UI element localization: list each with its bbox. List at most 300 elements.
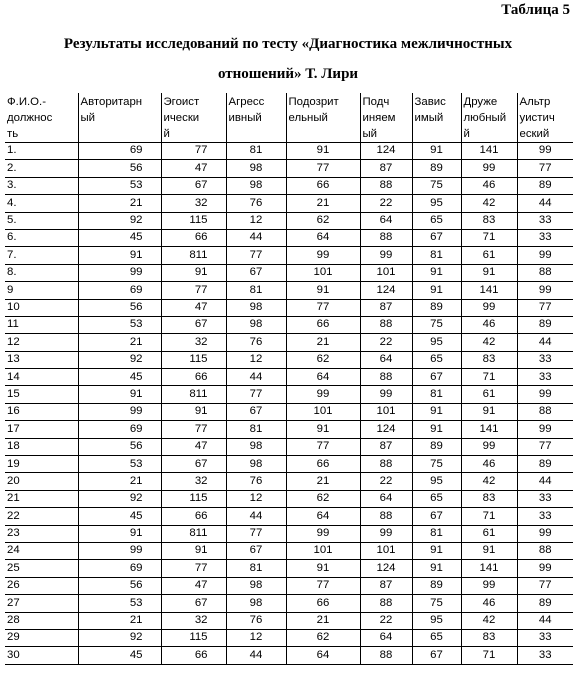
- value-cell: 81: [226, 282, 286, 299]
- value-cell: 33: [517, 212, 573, 229]
- value-cell: 46: [461, 595, 517, 612]
- value-cell: 81: [412, 525, 461, 542]
- row-label-cell: 26: [5, 577, 78, 594]
- value-cell: 99: [461, 438, 517, 455]
- row-label-cell: 28: [5, 612, 78, 629]
- value-cell: 12: [226, 351, 286, 368]
- value-cell: 66: [286, 456, 360, 473]
- value-cell: 61: [461, 525, 517, 542]
- value-cell: 44: [517, 334, 573, 351]
- value-cell: 99: [517, 386, 573, 403]
- table-row: [5, 247, 573, 264]
- value-cell: 44: [226, 229, 286, 246]
- value-cell: 124: [360, 560, 412, 577]
- value-cell: 71: [461, 647, 517, 664]
- value-cell: 91: [78, 525, 161, 542]
- value-cell: 91: [412, 542, 461, 559]
- row-label-cell: 24: [5, 542, 78, 559]
- value-cell: 45: [78, 229, 161, 246]
- row-label-cell: 25: [5, 560, 78, 577]
- table-row: [5, 316, 573, 333]
- value-cell: 75: [412, 177, 461, 194]
- value-cell: 69: [78, 143, 161, 160]
- value-cell: 99: [461, 160, 517, 177]
- table-row: [5, 456, 573, 473]
- value-cell: 83: [461, 490, 517, 507]
- value-cell: 53: [78, 595, 161, 612]
- value-cell: 98: [226, 456, 286, 473]
- value-cell: 65: [412, 629, 461, 646]
- row-label-cell: 14: [5, 369, 78, 386]
- table-row: [5, 386, 573, 403]
- table-row: [5, 647, 573, 664]
- value-cell: 47: [161, 438, 226, 455]
- value-cell: 66: [161, 508, 226, 525]
- row-label-cell: 2.: [5, 160, 78, 177]
- value-cell: 33: [517, 229, 573, 246]
- value-cell: 88: [360, 647, 412, 664]
- table-row: [5, 264, 573, 281]
- value-cell: 101: [360, 264, 412, 281]
- table-row: [5, 143, 573, 160]
- value-cell: 92: [78, 490, 161, 507]
- value-cell: 99: [360, 247, 412, 264]
- value-cell: 89: [517, 177, 573, 194]
- value-cell: 42: [461, 473, 517, 490]
- value-cell: 67: [161, 177, 226, 194]
- value-cell: 92: [78, 351, 161, 368]
- value-cell: 101: [360, 542, 412, 559]
- row-label-cell: 1.: [5, 143, 78, 160]
- value-cell: 66: [161, 229, 226, 246]
- value-cell: 98: [226, 160, 286, 177]
- column-header: Ф.И.О.- должнос ть: [5, 93, 78, 143]
- value-cell: 62: [286, 351, 360, 368]
- value-cell: 46: [461, 456, 517, 473]
- value-cell: 45: [78, 508, 161, 525]
- value-cell: 91: [78, 247, 161, 264]
- row-label-cell: 20: [5, 473, 78, 490]
- value-cell: 64: [286, 508, 360, 525]
- value-cell: 811: [161, 247, 226, 264]
- value-cell: 66: [286, 595, 360, 612]
- value-cell: 65: [412, 351, 461, 368]
- value-cell: 33: [517, 629, 573, 646]
- value-cell: 67: [412, 369, 461, 386]
- table-body: [5, 143, 573, 665]
- value-cell: 33: [517, 508, 573, 525]
- column-header: Подозрит ельный: [286, 93, 360, 143]
- value-cell: 12: [226, 212, 286, 229]
- value-cell: 89: [412, 577, 461, 594]
- value-cell: 91: [286, 282, 360, 299]
- value-cell: 811: [161, 525, 226, 542]
- value-cell: 87: [360, 438, 412, 455]
- value-cell: 61: [461, 386, 517, 403]
- row-label-cell: 5.: [5, 212, 78, 229]
- value-cell: 89: [412, 160, 461, 177]
- value-cell: 71: [461, 508, 517, 525]
- table-row: [5, 438, 573, 455]
- value-cell: 33: [517, 369, 573, 386]
- value-cell: 64: [286, 229, 360, 246]
- row-label-cell: 3.: [5, 177, 78, 194]
- value-cell: 77: [161, 421, 226, 438]
- value-cell: 66: [286, 316, 360, 333]
- value-cell: 95: [412, 473, 461, 490]
- value-cell: 81: [226, 421, 286, 438]
- value-cell: 99: [286, 386, 360, 403]
- value-cell: 77: [517, 438, 573, 455]
- table-row: [5, 490, 573, 507]
- value-cell: 21: [286, 195, 360, 212]
- value-cell: 77: [161, 143, 226, 160]
- value-cell: 21: [286, 612, 360, 629]
- table-row: [5, 229, 573, 246]
- value-cell: 62: [286, 490, 360, 507]
- row-label-cell: 10: [5, 299, 78, 316]
- value-cell: 88: [360, 456, 412, 473]
- value-cell: 21: [78, 473, 161, 490]
- value-cell: 92: [78, 629, 161, 646]
- value-cell: 21: [286, 473, 360, 490]
- value-cell: 811: [161, 386, 226, 403]
- value-cell: 101: [286, 542, 360, 559]
- value-cell: 91: [461, 264, 517, 281]
- value-cell: 91: [412, 421, 461, 438]
- value-cell: 21: [78, 195, 161, 212]
- value-cell: 65: [412, 490, 461, 507]
- value-cell: 76: [226, 195, 286, 212]
- row-label-cell: 22: [5, 508, 78, 525]
- value-cell: 56: [78, 577, 161, 594]
- value-cell: 83: [461, 212, 517, 229]
- column-header: Альтр уистич еский: [517, 93, 573, 143]
- value-cell: 22: [360, 334, 412, 351]
- value-cell: 83: [461, 629, 517, 646]
- value-cell: 87: [360, 160, 412, 177]
- table-row: [5, 612, 573, 629]
- table-row: [5, 195, 573, 212]
- value-cell: 66: [286, 177, 360, 194]
- value-cell: 75: [412, 316, 461, 333]
- value-cell: 98: [226, 595, 286, 612]
- value-cell: 89: [517, 456, 573, 473]
- value-cell: 91: [161, 403, 226, 420]
- value-cell: 53: [78, 316, 161, 333]
- table-row: [5, 542, 573, 559]
- document-title-line-2: отношений» Т. Лири: [217, 66, 359, 82]
- value-cell: 69: [78, 282, 161, 299]
- value-cell: 99: [78, 542, 161, 559]
- value-cell: 56: [78, 299, 161, 316]
- row-label-cell: 12: [5, 334, 78, 351]
- value-cell: 45: [78, 647, 161, 664]
- value-cell: 12: [226, 629, 286, 646]
- table-row: [5, 421, 573, 438]
- value-cell: 76: [226, 334, 286, 351]
- value-cell: 21: [78, 334, 161, 351]
- value-cell: 44: [517, 473, 573, 490]
- value-cell: 99: [360, 386, 412, 403]
- row-label-cell: 11: [5, 316, 78, 333]
- value-cell: 99: [517, 143, 573, 160]
- row-label-cell: 16: [5, 403, 78, 420]
- table-row: [5, 177, 573, 194]
- value-cell: 115: [161, 629, 226, 646]
- table-row: [5, 525, 573, 542]
- value-cell: 21: [286, 334, 360, 351]
- value-cell: 89: [412, 299, 461, 316]
- value-cell: 99: [286, 247, 360, 264]
- document-title-line-1: Результаты исследований по тесту «Диагностика межличностных: [63, 36, 513, 52]
- value-cell: 92: [78, 212, 161, 229]
- row-label-cell: 23: [5, 525, 78, 542]
- value-cell: 67: [412, 229, 461, 246]
- value-cell: 89: [517, 595, 573, 612]
- value-cell: 62: [286, 212, 360, 229]
- value-cell: 44: [226, 369, 286, 386]
- value-cell: 67: [161, 595, 226, 612]
- value-cell: 47: [161, 160, 226, 177]
- value-cell: 77: [286, 160, 360, 177]
- value-cell: 99: [360, 525, 412, 542]
- table-row: [5, 403, 573, 420]
- value-cell: 95: [412, 334, 461, 351]
- value-cell: 53: [78, 456, 161, 473]
- value-cell: 88: [360, 229, 412, 246]
- value-cell: 67: [226, 264, 286, 281]
- value-cell: 91: [286, 560, 360, 577]
- value-cell: 88: [360, 316, 412, 333]
- value-cell: 88: [360, 508, 412, 525]
- value-cell: 98: [226, 438, 286, 455]
- value-cell: 77: [286, 299, 360, 316]
- table-row: [5, 369, 573, 386]
- value-cell: 77: [226, 386, 286, 403]
- row-label-cell: 27: [5, 595, 78, 612]
- value-cell: 88: [517, 403, 573, 420]
- table-caption: Таблица 5: [501, 2, 570, 18]
- value-cell: 77: [226, 247, 286, 264]
- value-cell: 81: [226, 143, 286, 160]
- table-row: [5, 282, 573, 299]
- value-cell: 77: [286, 438, 360, 455]
- column-header: Агресс ивный: [226, 93, 286, 143]
- table-row: [5, 334, 573, 351]
- value-cell: 99: [517, 282, 573, 299]
- value-cell: 32: [161, 195, 226, 212]
- value-cell: 77: [517, 299, 573, 316]
- value-cell: 99: [517, 247, 573, 264]
- table-row: [5, 560, 573, 577]
- value-cell: 75: [412, 456, 461, 473]
- value-cell: 53: [78, 177, 161, 194]
- value-cell: 101: [360, 403, 412, 420]
- value-cell: 67: [161, 316, 226, 333]
- row-label-cell: 30: [5, 647, 78, 664]
- value-cell: 91: [412, 143, 461, 160]
- value-cell: 64: [286, 369, 360, 386]
- row-label-cell: 18: [5, 438, 78, 455]
- row-label-cell: 6.: [5, 229, 78, 246]
- value-cell: 141: [461, 560, 517, 577]
- value-cell: 141: [461, 143, 517, 160]
- value-cell: 141: [461, 282, 517, 299]
- value-cell: 22: [360, 473, 412, 490]
- value-cell: 42: [461, 612, 517, 629]
- value-cell: 32: [161, 612, 226, 629]
- value-cell: 99: [517, 525, 573, 542]
- value-cell: 33: [517, 490, 573, 507]
- row-label-cell: 21: [5, 490, 78, 507]
- table-row: [5, 595, 573, 612]
- value-cell: 46: [461, 316, 517, 333]
- value-cell: 91: [161, 542, 226, 559]
- value-cell: 64: [360, 212, 412, 229]
- value-cell: 98: [226, 316, 286, 333]
- value-cell: 44: [517, 612, 573, 629]
- value-cell: 91: [461, 542, 517, 559]
- value-cell: 66: [161, 647, 226, 664]
- value-cell: 77: [161, 560, 226, 577]
- value-cell: 88: [517, 542, 573, 559]
- row-label-cell: 15: [5, 386, 78, 403]
- value-cell: 67: [226, 403, 286, 420]
- value-cell: 99: [78, 264, 161, 281]
- value-cell: 91: [461, 403, 517, 420]
- value-cell: 124: [360, 421, 412, 438]
- row-label-cell: 19: [5, 456, 78, 473]
- value-cell: 95: [412, 612, 461, 629]
- value-cell: 71: [461, 369, 517, 386]
- value-cell: 87: [360, 299, 412, 316]
- value-cell: 67: [412, 508, 461, 525]
- value-cell: 91: [412, 560, 461, 577]
- value-cell: 42: [461, 334, 517, 351]
- value-cell: 47: [161, 299, 226, 316]
- value-cell: 56: [78, 160, 161, 177]
- value-cell: 81: [412, 247, 461, 264]
- value-cell: 91: [286, 143, 360, 160]
- value-cell: 83: [461, 351, 517, 368]
- value-cell: 89: [517, 316, 573, 333]
- column-header: Эгоист ически й: [161, 93, 226, 143]
- column-header: Авторитарн ый: [78, 93, 161, 143]
- row-label-cell: 8.: [5, 264, 78, 281]
- value-cell: 99: [461, 577, 517, 594]
- value-cell: 64: [360, 629, 412, 646]
- row-label-cell: 29: [5, 629, 78, 646]
- value-cell: 81: [226, 560, 286, 577]
- column-header: Завис имый: [412, 93, 461, 143]
- value-cell: 67: [226, 542, 286, 559]
- table-header-row: [5, 93, 573, 143]
- value-cell: 33: [517, 647, 573, 664]
- value-cell: 33: [517, 351, 573, 368]
- value-cell: 61: [461, 247, 517, 264]
- results-table: [5, 93, 573, 665]
- value-cell: 67: [161, 456, 226, 473]
- value-cell: 77: [517, 577, 573, 594]
- value-cell: 45: [78, 369, 161, 386]
- value-cell: 44: [226, 508, 286, 525]
- value-cell: 21: [78, 612, 161, 629]
- value-cell: 77: [517, 160, 573, 177]
- value-cell: 99: [517, 560, 573, 577]
- table-row: [5, 629, 573, 646]
- value-cell: 44: [226, 647, 286, 664]
- value-cell: 32: [161, 473, 226, 490]
- value-cell: 91: [412, 403, 461, 420]
- value-cell: 95: [412, 195, 461, 212]
- value-cell: 64: [286, 647, 360, 664]
- value-cell: 44: [517, 195, 573, 212]
- row-label-cell: 13: [5, 351, 78, 368]
- value-cell: 47: [161, 577, 226, 594]
- value-cell: 124: [360, 282, 412, 299]
- row-label-cell: 4.: [5, 195, 78, 212]
- value-cell: 88: [360, 595, 412, 612]
- table-row: [5, 160, 573, 177]
- value-cell: 77: [226, 525, 286, 542]
- value-cell: 76: [226, 612, 286, 629]
- table-row: [5, 299, 573, 316]
- column-header: Друже любный й: [461, 93, 517, 143]
- value-cell: 98: [226, 299, 286, 316]
- value-cell: 98: [226, 177, 286, 194]
- value-cell: 75: [412, 595, 461, 612]
- value-cell: 22: [360, 612, 412, 629]
- value-cell: 71: [461, 229, 517, 246]
- value-cell: 69: [78, 421, 161, 438]
- value-cell: 89: [412, 438, 461, 455]
- value-cell: 22: [360, 195, 412, 212]
- value-cell: 88: [360, 177, 412, 194]
- value-cell: 46: [461, 177, 517, 194]
- value-cell: 115: [161, 212, 226, 229]
- value-cell: 101: [286, 403, 360, 420]
- value-cell: 91: [78, 386, 161, 403]
- column-header: Подч иняем ый: [360, 93, 412, 143]
- value-cell: 81: [412, 386, 461, 403]
- value-cell: 77: [161, 282, 226, 299]
- row-label-cell: 17: [5, 421, 78, 438]
- value-cell: 42: [461, 195, 517, 212]
- value-cell: 88: [517, 264, 573, 281]
- table-row: [5, 577, 573, 594]
- value-cell: 56: [78, 438, 161, 455]
- value-cell: 91: [286, 421, 360, 438]
- table-row: [5, 508, 573, 525]
- value-cell: 87: [360, 577, 412, 594]
- value-cell: 98: [226, 577, 286, 594]
- value-cell: 69: [78, 560, 161, 577]
- table-row: [5, 473, 573, 490]
- value-cell: 64: [360, 351, 412, 368]
- value-cell: 91: [412, 264, 461, 281]
- table-row: [5, 212, 573, 229]
- value-cell: 115: [161, 490, 226, 507]
- value-cell: 101: [286, 264, 360, 281]
- value-cell: 99: [461, 299, 517, 316]
- value-cell: 76: [226, 473, 286, 490]
- value-cell: 77: [286, 577, 360, 594]
- value-cell: 99: [78, 403, 161, 420]
- value-cell: 88: [360, 369, 412, 386]
- value-cell: 99: [286, 525, 360, 542]
- value-cell: 65: [412, 212, 461, 229]
